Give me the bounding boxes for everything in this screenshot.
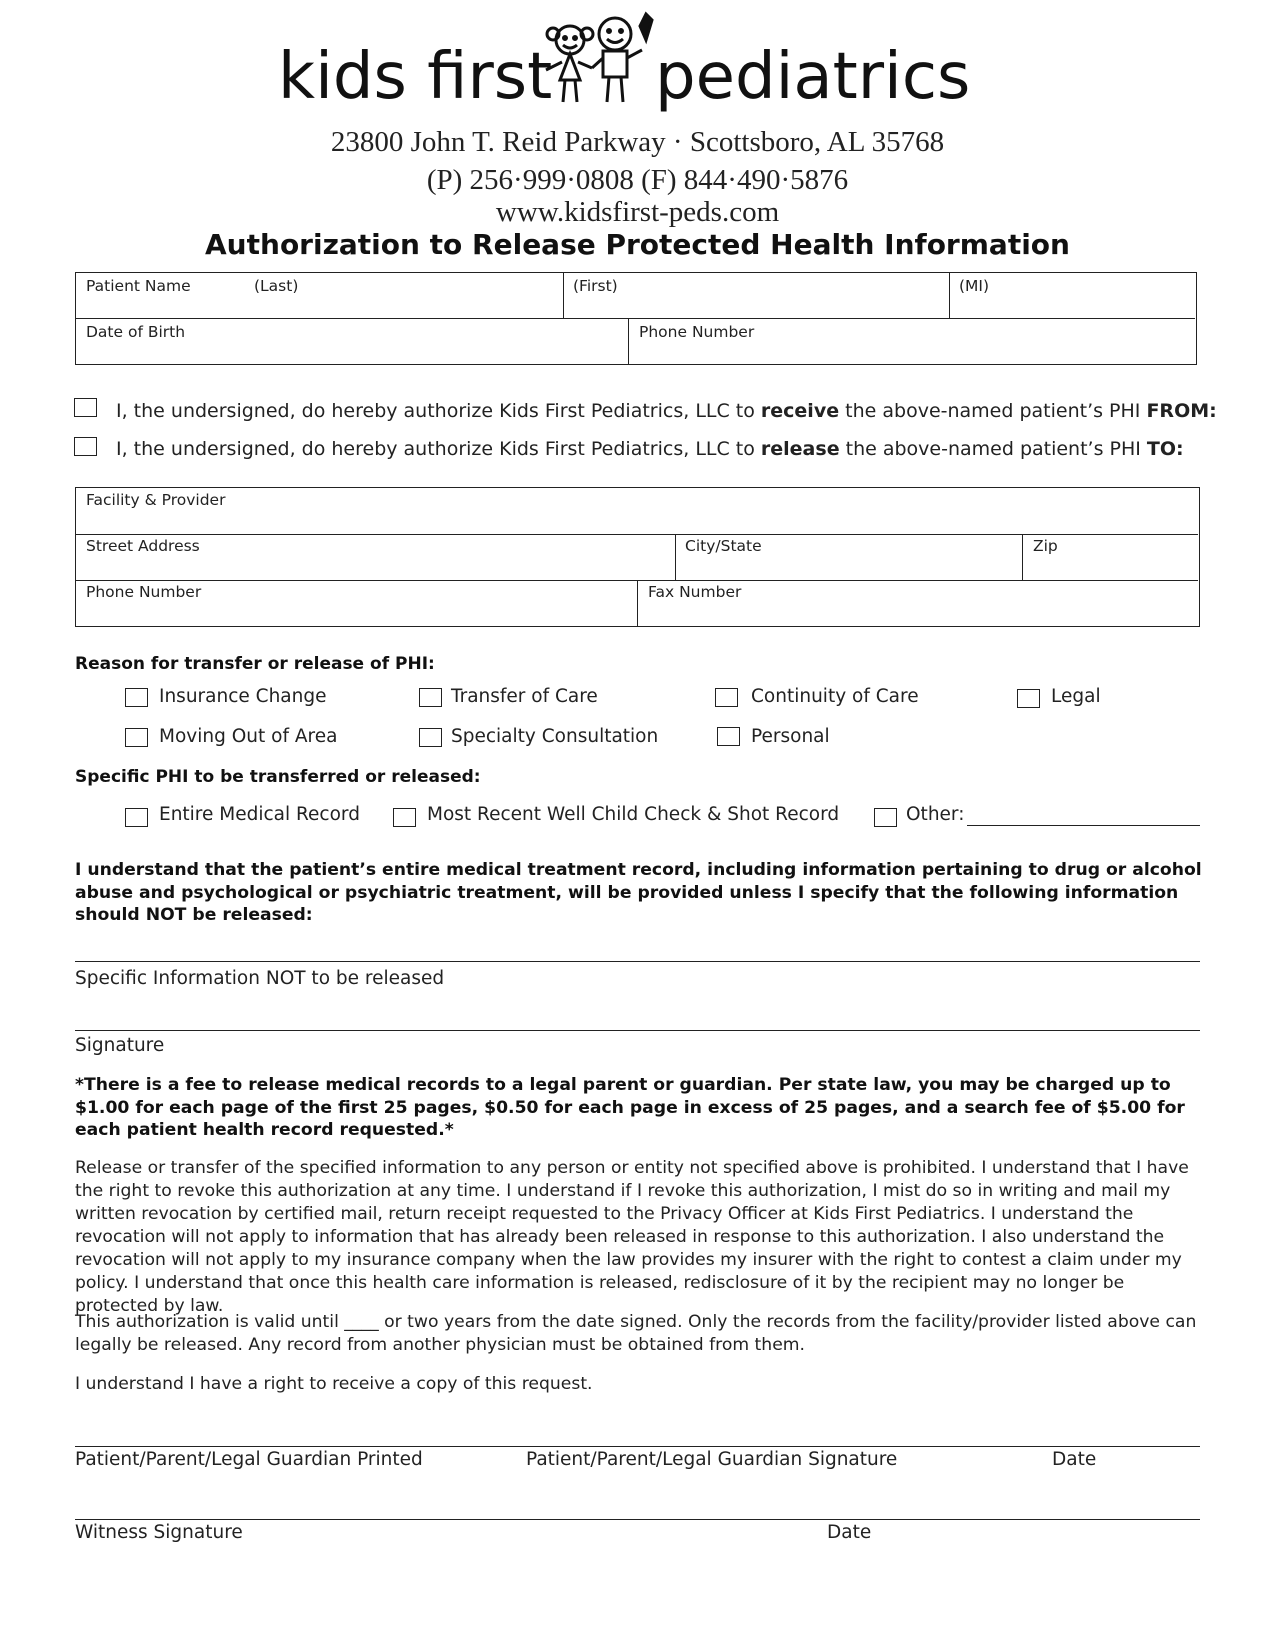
patient-info-table <box>75 272 1197 365</box>
witness-date-label: Date <box>827 1522 872 1543</box>
personal-checkbox[interactable] <box>717 727 740 746</box>
moving-out-of-area-checkbox[interactable] <box>125 728 148 747</box>
guardian-signature-label: Patient/Parent/Legal Guardian Signature <box>526 1449 898 1470</box>
signature-label: Signature <box>75 1035 165 1056</box>
legal-label: Legal <box>1051 686 1101 707</box>
other-label: Other: <box>906 804 965 825</box>
street-address-label: Street Address <box>86 537 200 555</box>
form-title: Authorization to Release Protected Health Information <box>205 228 1070 261</box>
revocation-paragraph: Release or transfer of the specified information to any person or entity not specified above is prohibited. I understand that I have the right to revoke this authorization at any time. I understand if I revoke this authorization, I mist do so in writing and mail my written revocation by certified mail, return receipt requested to the Privacy Officer at Kids First Pediatrics. I understand the revocation will not apply to information that has already been released in response to this authorization. I also understand the revocation will not apply to my insurance company when the law provides my insurer with the right to contest a claim under my policy. I understand that once this health care information is released, redisclosure of it by the recipient may no longer be protected by law. <box>75 1158 1189 1316</box>
witness-signature-line[interactable] <box>75 1519 1200 1520</box>
well-child-shot-record-checkbox[interactable] <box>393 808 416 827</box>
fax-number-label: Fax Number <box>648 583 742 601</box>
last-name-label: (Last) <box>254 277 299 295</box>
copy-statement: I understand I have a right to receive a copy of this request. <box>75 1374 593 1394</box>
specialty-consultation-label: Specialty Consultation <box>451 726 659 747</box>
facility-info-table <box>75 487 1200 627</box>
insurance-change-checkbox[interactable] <box>125 688 148 707</box>
specialty-consultation-checkbox[interactable] <box>419 728 442 747</box>
receive-from-statement: I, the undersigned, do hereby authorize Kids First Pediatrics, LLC to receive the above-named patient’s PHI FROM: <box>116 400 1217 422</box>
release-to-statement: I, the undersigned, do hereby authorize Kids First Pediatrics, LLC to release the above-named patient’s PHI TO: <box>116 438 1184 460</box>
date-of-birth-label: Date of Birth <box>86 323 186 341</box>
city-state-label: City/State <box>685 537 762 555</box>
insurance-change-label: Insurance Change <box>159 686 327 707</box>
receive-from-checkbox[interactable] <box>74 398 97 417</box>
reason-heading: Reason for transfer or release of PHI: <box>75 654 435 674</box>
kids-first-pediatrics-logo <box>270 10 1010 120</box>
middle-initial-label: (MI) <box>959 277 990 295</box>
understand-statement: I understand that the patient’s entire medical treatment record, including information pertaining to drug or alcohol abuse and psychological or psychiatric treatment, will be provided unless I specify that the following information should NOT be released: <box>75 860 1202 925</box>
moving-out-of-area-label: Moving Out of Area <box>159 726 338 747</box>
clinic-address: 23800 John T. Reid Parkway · Scottsboro, AL 35768 <box>330 126 945 158</box>
clinic-website[interactable]: www.kidsfirst-peds.com <box>495 196 780 228</box>
witness-signature-label: Witness Signature <box>75 1522 243 1543</box>
clinic-phone-fax: (P) 256·999·0808 (F) 844·490·5876 <box>426 164 849 196</box>
other-checkbox[interactable] <box>874 808 897 827</box>
release-to-checkbox[interactable] <box>74 437 97 456</box>
logo-word-right: pediatrics <box>655 40 971 114</box>
patient-phone-label: Phone Number <box>639 323 755 341</box>
facility-provider-label: Facility & Provider <box>86 491 226 509</box>
guardian-signature-line[interactable] <box>75 1446 1200 1447</box>
two-smiling-kids-icon <box>546 14 652 102</box>
fee-notice: *There is a fee to release medical records to a legal parent or guardian. Per state law, you may be charged up to $1.00 for each page of the first 25 pages, $0.50 for each page in excess of 25 pages, and a search fee of $5.00 for each patient health record requested.* <box>75 1075 1185 1140</box>
validity-paragraph: This authorization is valid until ____ or two years from the date signed. Only the records from the facility/provider listed above can legally be released. Any record from another physician must be obtained from them. <box>75 1312 1197 1355</box>
other-input-line[interactable] <box>967 825 1200 826</box>
logo-word-left: kids first <box>278 40 553 114</box>
zip-label: Zip <box>1033 537 1058 555</box>
entire-medical-record-label: Entire Medical Record <box>159 804 360 825</box>
patient-name-label: Patient Name <box>86 277 191 295</box>
transfer-of-care-checkbox[interactable] <box>419 688 442 707</box>
first-name-label: (First) <box>573 277 618 295</box>
signature-line[interactable] <box>75 1030 1200 1031</box>
personal-label: Personal <box>751 726 830 747</box>
continuity-of-care-label: Continuity of Care <box>751 686 919 707</box>
transfer-of-care-label: Transfer of Care <box>451 686 598 707</box>
continuity-of-care-checkbox[interactable] <box>715 688 738 707</box>
not-released-input-line[interactable] <box>75 961 1200 962</box>
not-released-label: Specific Information NOT to be released <box>75 968 445 989</box>
well-child-shot-record-label: Most Recent Well Child Check & Shot Record <box>427 804 840 825</box>
entire-medical-record-checkbox[interactable] <box>125 808 148 827</box>
facility-phone-label: Phone Number <box>86 583 202 601</box>
guardian-date-label: Date <box>1052 1449 1097 1470</box>
specific-phi-heading: Specific PHI to be transferred or released: <box>75 767 481 787</box>
legal-checkbox[interactable] <box>1017 689 1040 708</box>
guardian-printed-label: Patient/Parent/Legal Guardian Printed <box>75 1449 423 1470</box>
